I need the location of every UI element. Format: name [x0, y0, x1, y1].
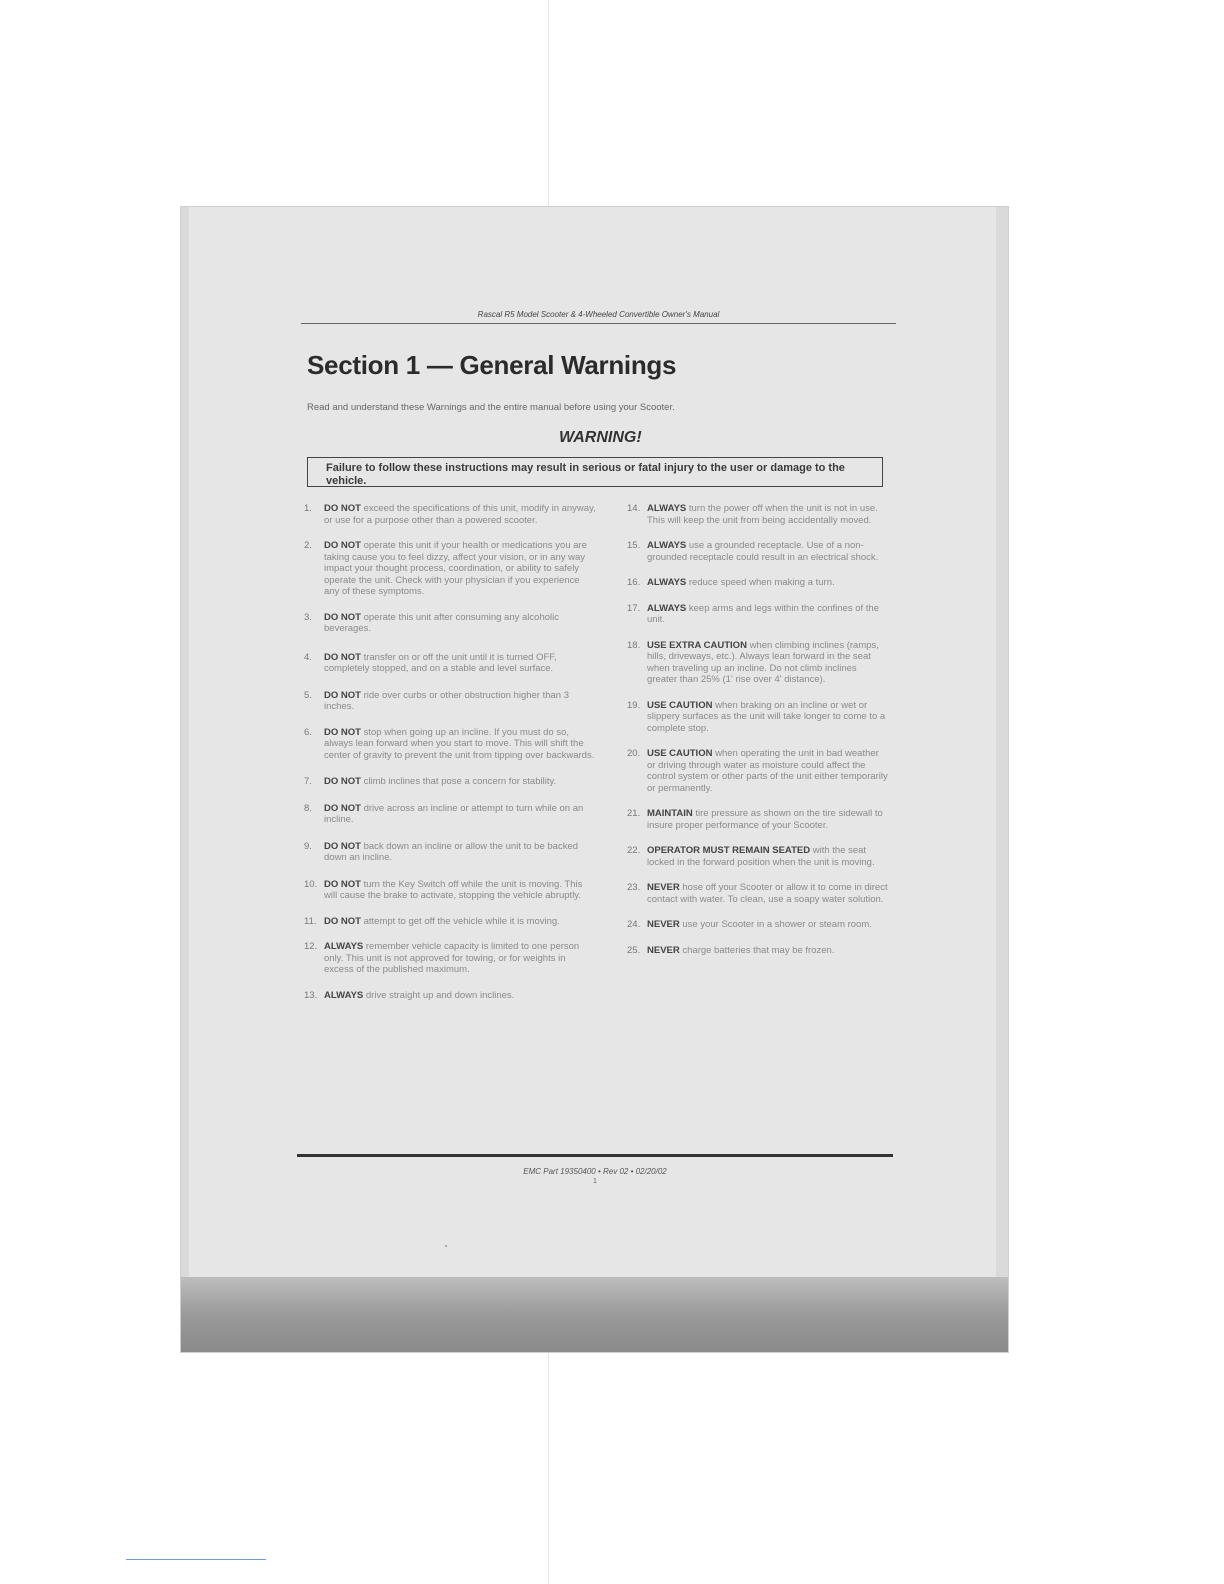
warning-item-keyword: USE CAUTION: [647, 699, 713, 711]
warning-item-text: when climbing inclines (ramps, hills, driveways, etc.). Always lean forward in the seat when traveling up an incline. Do not climb inclines greater than 25% (1' rise over 4' distance).: [647, 639, 879, 685]
warning-item: [627, 945, 889, 957]
warning-item-number: 4.: [304, 651, 312, 663]
warning-item-keyword: DO NOT: [324, 651, 361, 663]
warning-item-text: drive straight up and down inclines.: [363, 989, 515, 1001]
warning-item-text: transfer on or off the unit until it is turned OFF, completely stopped, and on a stable and level surface.: [324, 651, 557, 674]
warning-item-number: 21.: [627, 808, 641, 819]
warning-item-number: 18.: [627, 639, 641, 651]
warning-item-number: 25.: [627, 944, 641, 956]
warning-item-number: 17.: [627, 602, 641, 614]
warning-item-text: turn the Key Switch off while the unit is moving. This will cause the brake to activate, stopping the vehicle abruptly.: [324, 878, 583, 901]
warning-item-text: attempt to get off the vehicle while it is moving.: [360, 915, 560, 927]
warning-item: [304, 612, 596, 635]
footer-part-number: EMC Part 19350400 • Rev 02 • 02/20/02: [523, 1167, 667, 1176]
warning-item-keyword: ALWAYS: [324, 989, 364, 1001]
warning-item-keyword: DO NOT: [324, 802, 361, 814]
warning-item: [627, 748, 889, 794]
warning-item-text: operate this unit after consuming any alcoholic beverages.: [324, 611, 559, 634]
warnings-list-left: [304, 503, 596, 1001]
scan-speck: [445, 1245, 447, 1247]
warning-item-number: 19.: [627, 699, 641, 711]
warning-item-text: stop when going up an incline. If you must do so, always lean forward when you start to move. This will shift the center of gravity to prevent the unit from tipping over backwards.: [324, 726, 595, 761]
warning-item: [627, 882, 889, 905]
warning-item-number: 16.: [627, 577, 641, 588]
warning-item: [304, 803, 596, 826]
warning-item-keyword: DO NOT: [324, 878, 361, 890]
warning-item-text: back down an incline or allow the unit to be backed down an incline.: [324, 840, 579, 863]
warning-item: [304, 941, 596, 976]
warning-item-number: 11.: [304, 915, 317, 927]
bottom-link-line: [126, 1559, 266, 1560]
warning-item-number: 6.: [304, 726, 312, 738]
warning-item-text: when braking on an incline or wet or slippery surfaces as the unit will take longer to come to a complete stop.: [647, 699, 886, 734]
warning-item: [627, 700, 889, 735]
page-number: 1: [593, 1178, 597, 1185]
warning-item-text: when operating the unit in bad weather or driving through water as moisture could affect the control system or other parts of the unit either temporarily or permanently.: [647, 748, 888, 794]
warning-item-number: 12.: [304, 941, 318, 952]
warning-item-number: 13.: [304, 989, 318, 1001]
warnings-list-right: [627, 503, 889, 956]
warning-item-text: use your Scooter in a shower or steam room.: [679, 919, 872, 930]
warning-item-text: with the seat locked in the forward position when the unit is moving.: [647, 845, 875, 868]
scanned-manual-page: [181, 207, 1008, 1352]
warning-heading: WARNING!: [559, 429, 642, 446]
warning-item-text: charge batteries that may be frozen.: [679, 944, 835, 956]
warning-item-keyword: DO NOT: [324, 611, 361, 623]
warning-item-keyword: OPERATOR MUST REMAIN SEATED: [647, 845, 811, 856]
warning-item-text: exceed the specifications of this unit, modify in anyway, or use for a purpose other than a powered scooter.: [324, 503, 596, 526]
warning-item-text: drive across an incline or attempt to turn while on an incline.: [324, 802, 584, 825]
warning-item: [304, 540, 596, 598]
warning-item-number: 3.: [304, 611, 312, 623]
warning-item: [627, 503, 889, 526]
warning-item: [304, 503, 596, 526]
warning-item-keyword: DO NOT: [324, 776, 361, 787]
warning-item-keyword: DO NOT: [324, 540, 361, 551]
warning-item: [304, 776, 596, 788]
warning-item: [304, 879, 596, 902]
warning-item: [304, 652, 596, 675]
running-header: Rascal R5 Model Scooter & 4-Wheeled Convertible Owner's Manual: [301, 310, 896, 324]
warning-item: [627, 808, 889, 831]
warning-item: [627, 577, 889, 589]
footer-rule: [297, 1154, 893, 1157]
warning-item-number: 15.: [627, 540, 641, 551]
warning-item-number: 7.: [304, 776, 312, 787]
warning-item-text: tire pressure as shown on the tire sidewall to insure proper performance of your Scooter.: [647, 808, 883, 831]
warning-item-keyword: NEVER: [647, 919, 680, 930]
warning-item-keyword: USE CAUTION: [647, 748, 713, 759]
warning-item-keyword: DO NOT: [324, 689, 361, 701]
warning-item-text: ride over curbs or other obstruction higher than 3 inches.: [324, 689, 570, 712]
warning-item-number: 8.: [304, 802, 312, 814]
warning-item-keyword: ALWAYS: [647, 602, 687, 614]
warning-item-keyword: NEVER: [647, 944, 680, 956]
warning-item-number: 23.: [627, 882, 641, 893]
warning-item-keyword: ALWAYS: [324, 941, 364, 952]
warning-box: Failure to follow these instructions may result in serious or fatal injury to the user or damage to the vehicle.: [307, 457, 883, 487]
warning-item: [627, 640, 889, 686]
warning-item: [304, 916, 596, 928]
section-title: Section 1 — General Warnings: [307, 350, 677, 380]
warning-item-text: keep arms and legs within the confines of the unit.: [647, 602, 880, 625]
warning-item-number: 1.: [304, 503, 312, 514]
page-content-area: [189, 207, 996, 1277]
warning-item-text: climb inclines that pose a concern for stability.: [360, 776, 557, 787]
intro-text: Read and understand these Warnings and the entire manual before using your Scooter.: [307, 402, 675, 413]
warning-item-number: 14.: [627, 503, 641, 514]
warning-item-keyword: DO NOT: [324, 840, 361, 852]
warning-item-text: operate this unit if your health or medications you are taking cause you to feel dizzy, affect your vision, or in any way impact your thought process, coordination, or ability to safely operate the unit. Check with your physician if you experience any of these symptoms.: [324, 540, 587, 597]
warning-item: [627, 845, 889, 868]
warning-item: [627, 540, 889, 563]
warning-item: [304, 727, 596, 762]
warning-item-keyword: DO NOT: [324, 915, 361, 927]
warning-item-keyword: ALWAYS: [647, 503, 687, 514]
warning-item: [627, 919, 889, 931]
warning-item-number: 10.: [304, 878, 318, 890]
warning-item-text: turn the power off when the unit is not in use. This will keep the unit from being accidentally moved.: [647, 503, 878, 526]
warning-item-number: 22.: [627, 845, 641, 856]
warning-item: [304, 690, 596, 713]
warning-item-keyword: NEVER: [647, 882, 680, 893]
scan-bottom-shadow: [181, 1277, 1008, 1352]
warning-item-keyword: ALWAYS: [647, 577, 687, 588]
warning-item-number: 5.: [304, 689, 312, 701]
warning-item-keyword: USE EXTRA CAUTION: [647, 639, 747, 651]
warning-item: [627, 603, 889, 626]
warning-item-keyword: MAINTAIN: [647, 808, 693, 819]
warning-item-keyword: DO NOT: [324, 503, 361, 514]
warning-item-number: 24.: [627, 919, 641, 930]
warning-item-text: reduce speed when making a turn.: [686, 577, 835, 588]
warning-item-text: remember vehicle capacity is limited to one person only. This unit is not approved for towing, or for weights in excess of the published maximum.: [324, 941, 580, 975]
warning-item-text: use a grounded receptacle. Use of a non-grounded receptacle could result in an electrical shock.: [647, 540, 879, 563]
warning-item-number: 2.: [304, 540, 312, 551]
warning-item-text: hose off your Scooter or allow it to come in direct contact with water. To clean, use a soapy water solution.: [647, 882, 888, 905]
warning-item-number: 9.: [304, 840, 312, 852]
warning-item-number: 20.: [627, 748, 641, 759]
warning-item: [304, 990, 596, 1002]
warning-item-keyword: DO NOT: [324, 726, 361, 738]
warning-item: [304, 841, 596, 864]
warning-item-keyword: ALWAYS: [647, 540, 687, 551]
